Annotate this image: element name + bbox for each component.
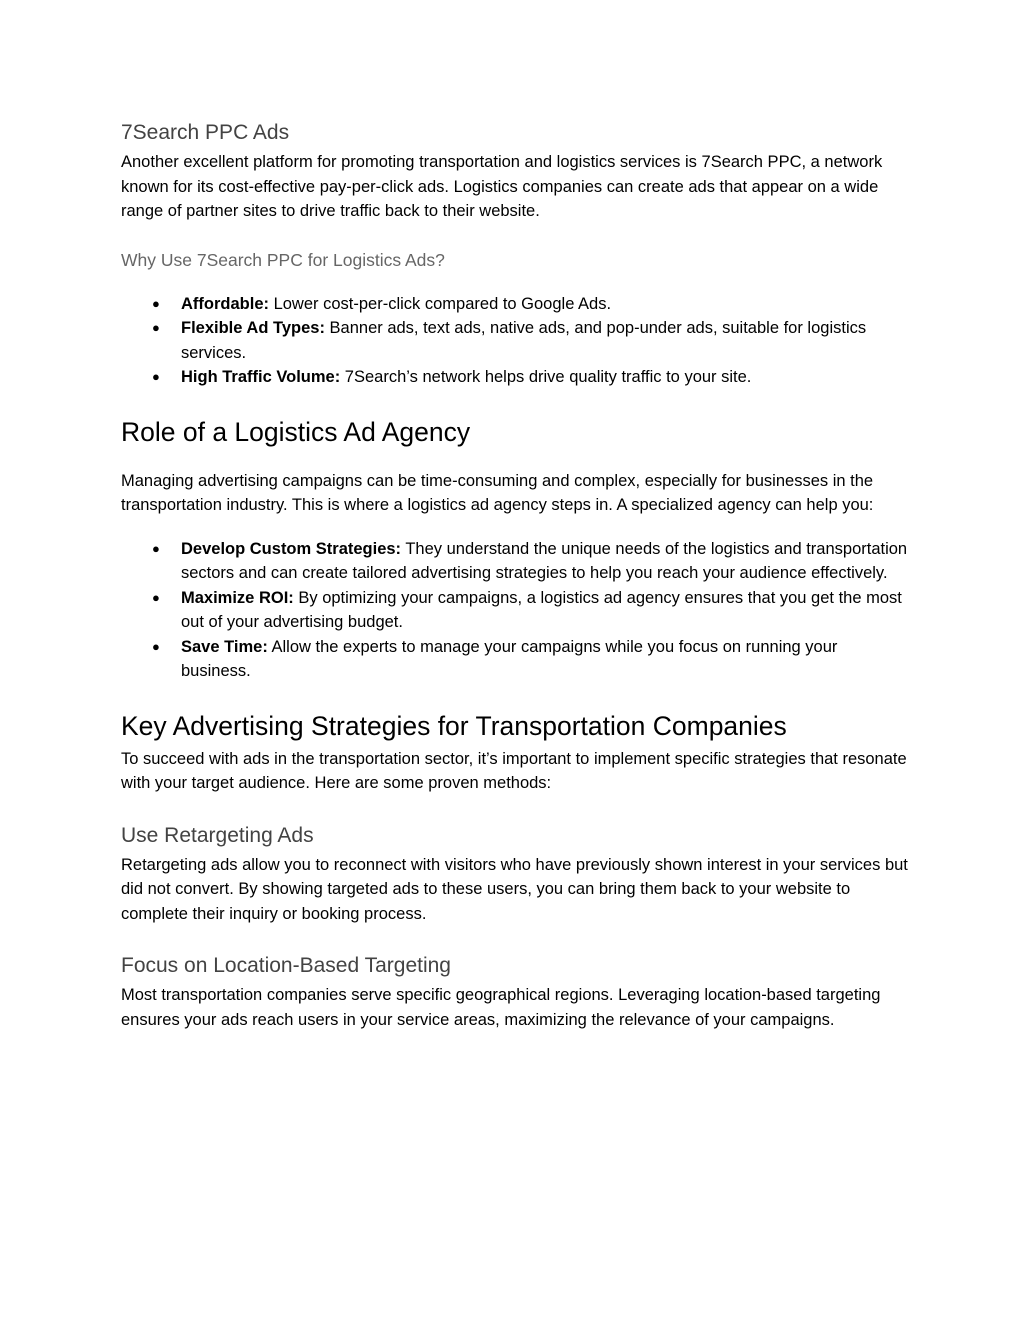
bullet-icon: ● [152, 638, 160, 654]
list-item [121, 316, 911, 365]
bullet-icon: ● [152, 295, 160, 311]
subheading-why-use-7search: Why Use 7Search PPC for Logistics Ads? [121, 249, 445, 270]
bullet-icon: ● [152, 320, 160, 335]
list-item-text: Allow the experts to manage your campaigns while you focus on running your business. [181, 637, 838, 680]
list-item [121, 365, 911, 390]
paragraph-location-targeting: Most transportation companies serve specific geographical regions. Leveraging location-based targeting ensures your ads reach users in your service areas, maximizing the relevance of your campaigns. [121, 986, 881, 1029]
list-item [121, 586, 911, 635]
list-item-text: They understand the unique needs of the logistics and transportation sectors and can create tailored advertising strategies to help you reach your audience effectively. [181, 539, 908, 582]
list-item-term: Affordable: [181, 294, 269, 313]
list-item-term: Save Time: [181, 637, 268, 656]
bullet-icon: ● [152, 540, 160, 556]
list-item-text: By optimizing your campaigns, a logistics ad agency ensures that you get the most out of your advertising budget. [181, 588, 902, 631]
list-7search-benefits [121, 292, 911, 390]
list-item-term: High Traffic Volume: [181, 368, 341, 386]
list-item [121, 292, 911, 317]
list-agency-benefits [121, 537, 911, 684]
bullet-icon: ● [152, 589, 160, 605]
paragraph-strategies-intro: To succeed with ads in the transportation sector, it’s important to implement specific strategies that resonate with your target audience. Here are some proven methods: [121, 749, 907, 792]
list-item-text: 7Search’s network helps drive quality traffic to your site. [340, 368, 752, 386]
list-item [121, 537, 911, 586]
document-page [121, 118, 911, 1032]
list-item-text: Lower cost-per-click compared to Google Ads. [269, 294, 612, 313]
paragraph-retargeting: Retargeting ads allow you to reconnect with visitors who have previously shown interest in your services but did not convert. By showing targeted ads to these users, you can bring them back to your website to complete their inquiry or booking process. [121, 855, 908, 923]
paragraph-role-intro: Managing advertising campaigns can be time-consuming and complex, especially for businesses in the transportation industry. This is where a logistics ad agency steps in. A specialized agency can help you: [121, 471, 874, 514]
paragraph-7search-intro: Another excellent platform for promoting transportation and logistics services is 7Search PPC, a network known for its cost-effective pay-per-click ads. Logistics companies can create ads that appear on a wide range of partner sites to drive traffic back to their website. [121, 153, 883, 220]
list-item-text: Banner ads, text ads, native ads, and pop-under ads, suitable for logistics services. [181, 319, 867, 362]
heading-key-strategies: Key Advertising Strategies for Transportation Companies [121, 710, 787, 741]
list-item-term: Maximize ROI: [181, 588, 294, 607]
heading-retargeting: Use Retargeting Ads [121, 823, 314, 847]
list-item [121, 635, 911, 684]
heading-7search-ppc-ads: 7Search PPC Ads [121, 121, 290, 144]
bullet-icon: ● [152, 369, 160, 384]
heading-role-of-agency: Role of a Logistics Ad Agency [121, 416, 471, 447]
list-item-term: Flexible Ad Types: [181, 319, 325, 337]
heading-location-targeting: Focus on Location-Based Targeting [121, 954, 451, 977]
list-item-term: Develop Custom Strategies: [181, 539, 402, 558]
